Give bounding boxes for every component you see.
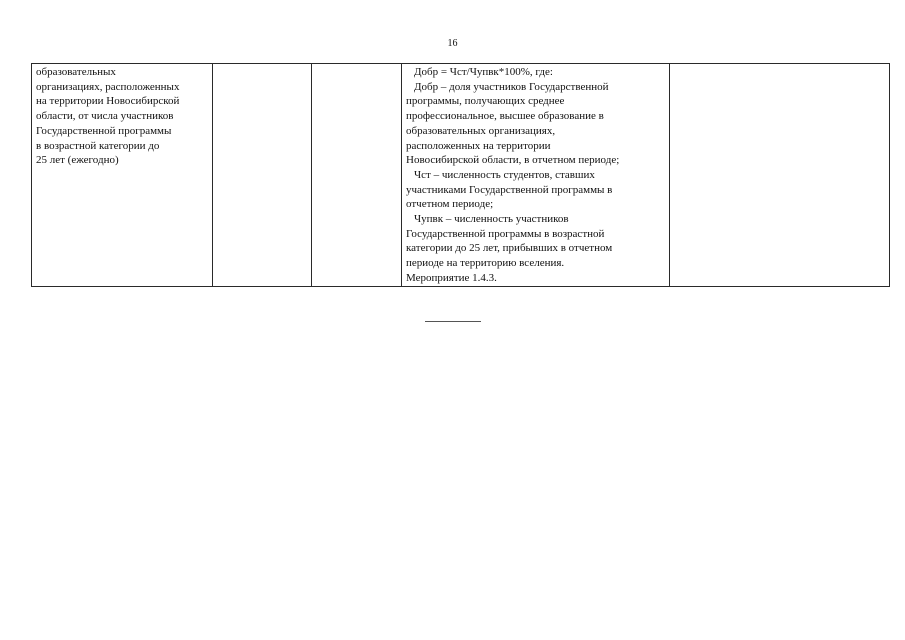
definition-line: Добр – доля участников Государственной (414, 80, 609, 93)
definition-line: Новосибирской области, в отчетном периоде; (406, 154, 620, 167)
cell-line: организациях, расположенных (36, 80, 180, 93)
activity-reference: Мероприятие 1.4.3. (406, 271, 497, 284)
empty-cell-3 (312, 64, 402, 287)
cell-line: на территории Новосибирской (36, 95, 180, 108)
definition-line: расположенных на территории (406, 139, 551, 152)
definition-line: образовательных организациях, (406, 124, 556, 137)
definition-line: Чупвк – численность участников (414, 213, 569, 226)
cell-line: области, от числа участников (36, 110, 174, 123)
empty-cell-5 (670, 64, 890, 287)
empty-cell-2 (213, 64, 312, 287)
indicator-table (31, 63, 890, 287)
table-row (32, 64, 890, 287)
calculation-method-cell (402, 64, 670, 287)
indicator-name-cell (32, 64, 213, 287)
definition-line: категории до 25 лет, прибывших в отчетном (406, 242, 613, 255)
page-number: 16 (447, 38, 458, 49)
definition-line: Государственной программы в возрастной (406, 227, 605, 240)
definition-line: периоде на территорию вселения. (406, 257, 565, 270)
end-of-document-rule (425, 321, 481, 322)
definition-line: участниками Государственной программы в (406, 183, 613, 196)
cell-line: 25 лет (ежегодно) (36, 154, 119, 167)
definition-line: профессиональное, высшее образование в (406, 110, 604, 123)
definition-line: программы, получающих среднее (406, 95, 565, 108)
cell-line: образовательных (36, 66, 116, 78)
definition-line: отчетном периоде; (406, 198, 494, 211)
definition-line: Чст – численность студентов, ставших (414, 168, 595, 181)
formula-line: Добр = Чст/Чупвк*100%, где: (414, 66, 553, 78)
cell-line: в возрастной категории до (36, 139, 160, 152)
cell-line: Государственной программы (36, 124, 172, 137)
